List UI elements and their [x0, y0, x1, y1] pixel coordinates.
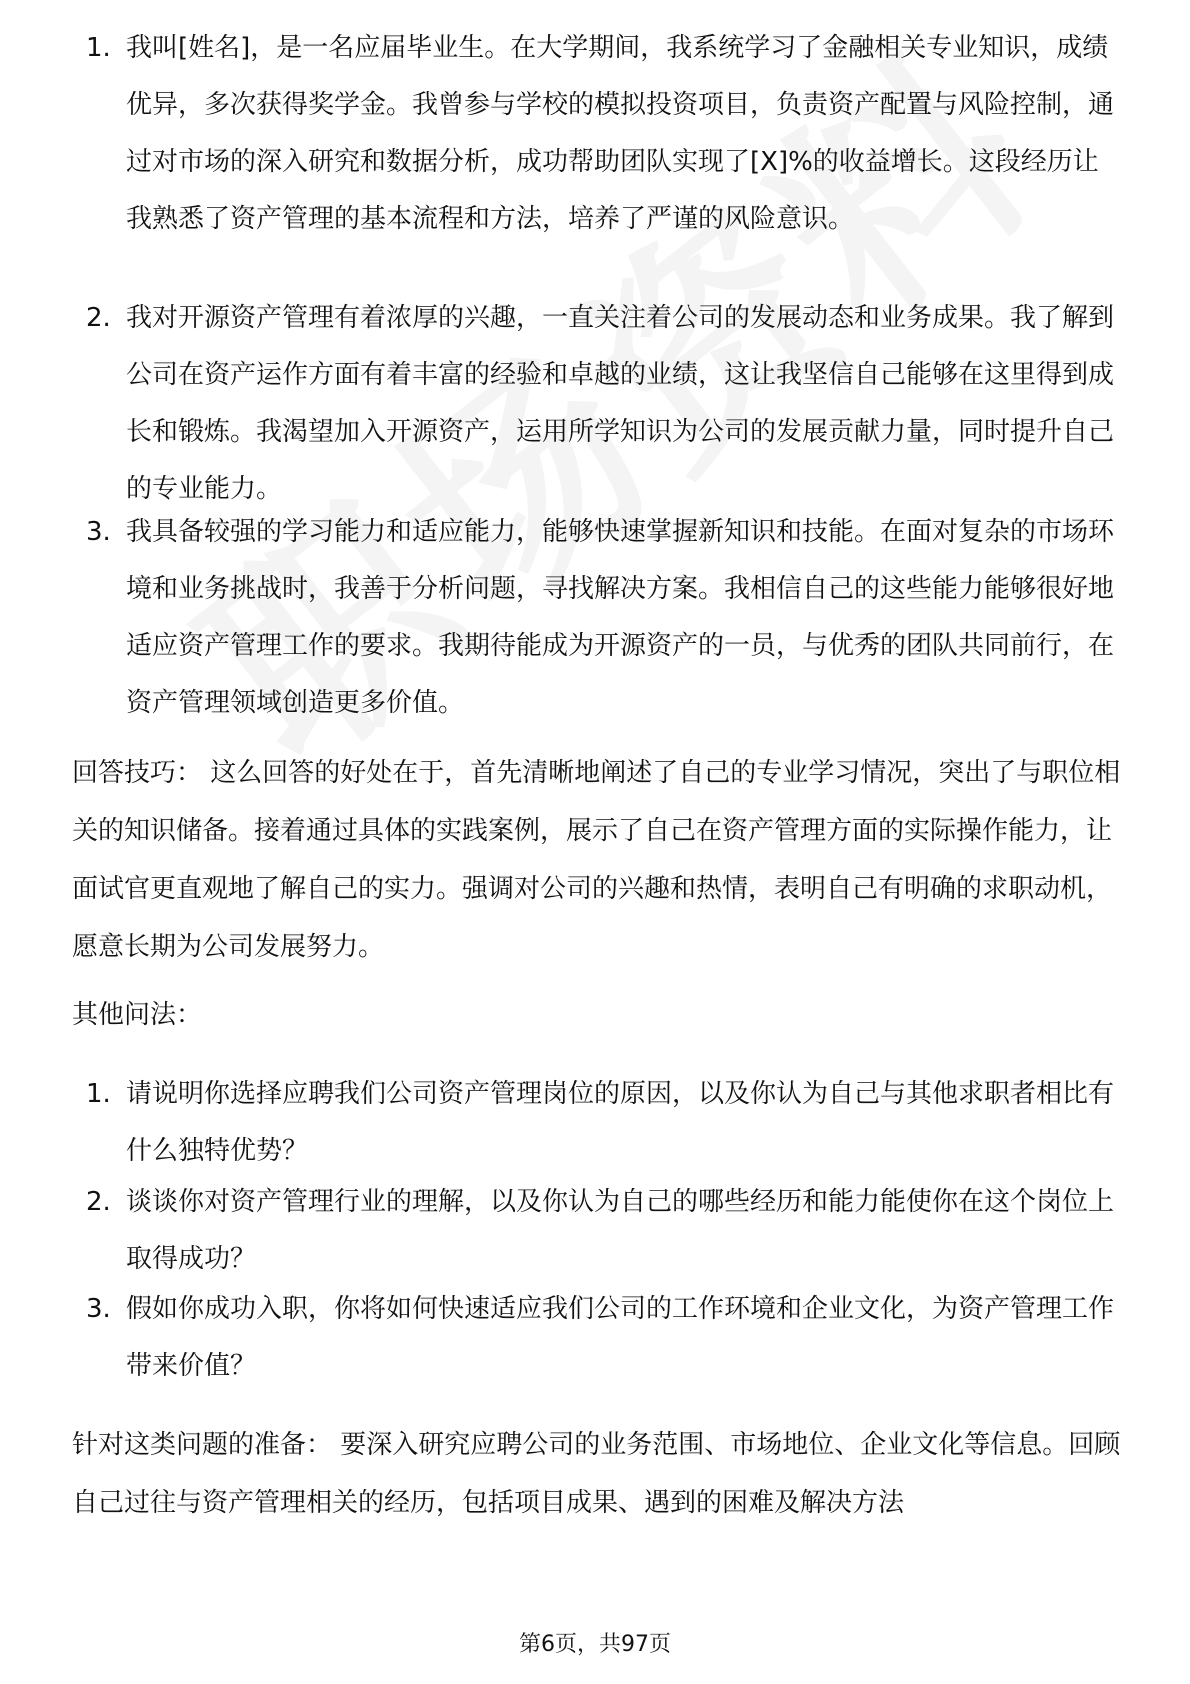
list-number: 2.	[86, 1187, 111, 1217]
list-number: 1.	[86, 1079, 111, 1109]
list-item-text: 我叫[姓名]，是一名应届毕业生。在大学期间，我系统学习了金融相关专业知识，成绩优异，多次获得奖学金。我曾参与学校的模拟投资项目，负责资产配置与风险控制，通过对市场的深入研究和数据分析，成功帮助团队实现了[X]%的收益增长。这段经历让我熟悉了资产管理的基本流程和方法，培养了严谨的风险意识。	[126, 33, 1115, 234]
list-item-text: 假如你成功入职，你将如何快速适应我们公司的工作环境和企业文化，为资产管理工作带来价值？	[126, 1294, 1115, 1381]
list-item	[0, 290, 1190, 520]
answer-tips: 回答技巧： 这么回答的好处在于，首先清晰地阐述了自己的专业学习情况，突出了与职位相关的知识储备。接着通过具体的实践案例，展示了自己在资产管理方面的实际操作能力，让面试官更直观地了解自己的实力。强调对公司的兴趣和热情，表明自己有明确的求职动机，愿意长期为公司发展努力。	[72, 758, 1121, 962]
list-number: 3.	[86, 1294, 111, 1324]
list-number: 1.	[86, 33, 111, 63]
list-item-text: 我具备较强的学习能力和适应能力，能够快速掌握新知识和技能。在面对复杂的市场环境和业务挑战时，我善于分析问题，寻找解决方案。我相信自己的这些能力能够很好地适应资产管理工作的要求。我期待能成为开源资产的一员，与优秀的团队共同前行，在资产管理领域创造更多价值。	[126, 517, 1115, 718]
list-item	[0, 504, 1190, 734]
other-questions-heading: 其他问法：	[72, 1000, 203, 1030]
list-number: 3.	[86, 517, 111, 547]
list-item-text: 谈谈你对资产管理行业的理解，以及你认为自己的哪些经历和能力能使你在这个岗位上取得成功？	[126, 1187, 1115, 1274]
list-item	[0, 20, 1190, 290]
preparation-paragraph: 针对这类问题的准备： 要深入研究应聘公司的业务范围、市场地位、企业文化等信息。回顾自己过往与资产管理相关的经历，包括项目成果、遇到的困难及解决方法	[72, 1430, 1121, 1518]
list-number: 2.	[86, 303, 111, 333]
page-number: 第6页，共97页	[519, 1632, 671, 1657]
list-item-text: 请说明你选择应聘我们公司资产管理岗位的原因，以及你认为自己与其他求职者相比有什么独特优势？	[126, 1079, 1115, 1166]
list-item-text: 我对开源资产管理有着浓厚的兴趣，一直关注着公司的发展动态和业务成果。我了解到公司在资产运作方面有着丰富的经验和卓越的业绩，这让我坚信自己能够在这里得到成长和锻炼。我渴望加入开源资产，运用所学知识为公司的发展贡献力量，同时提升自己的专业能力。	[126, 303, 1115, 504]
